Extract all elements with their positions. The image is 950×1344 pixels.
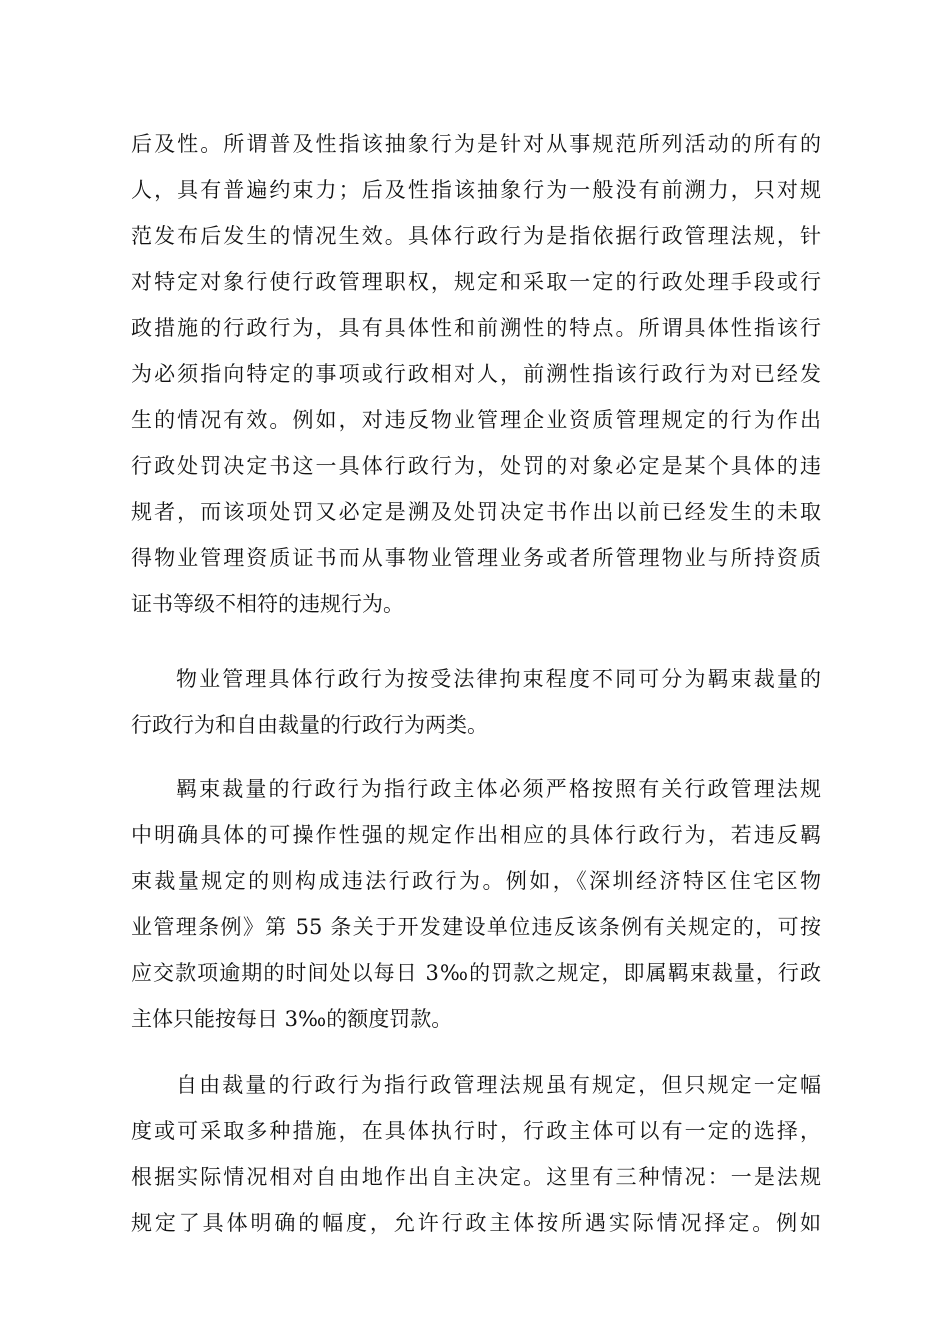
text-line: 范发布后发生的情况生效。具体行政行为是指依据行政管理法规，针 bbox=[131, 224, 821, 248]
text-line: 人，具有普遍约束力；后及性指该抽象行为一般没有前溯力，只对规 bbox=[131, 178, 821, 202]
paragraph-first-line: 物业管理具体行政行为按受法律拘束程度不同可分为羁束裁量的 bbox=[176, 667, 821, 691]
text-line: 应交款项逾期的时间处以每日 3‰的罚款之规定，即属羁束裁量，行政 bbox=[131, 961, 821, 985]
text-line: 业管理条例》第 55 条关于开发建设单位违反该条例有关规定的，可按 bbox=[131, 915, 821, 939]
text-line: 规者，而该项处罚又必定是溯及处罚决定书作出以前已经发生的未取 bbox=[131, 500, 821, 524]
text-line: 根据实际情况相对自由地作出自主决定。这里有三种情况：一是法规 bbox=[131, 1165, 821, 1189]
text-line: 生的情况有效。例如，对违反物业管理企业资质管理规定的行为作出 bbox=[131, 408, 821, 432]
text-line: 证书等级不相符的违规行为。 bbox=[131, 592, 404, 616]
paragraph-first-line: 自由裁量的行政行为指行政管理法规虽有规定，但只规定一定幅 bbox=[176, 1073, 821, 1097]
text-line: 行政处罚决定书这一具体行政行为，处罚的对象必定是某个具体的违 bbox=[131, 454, 821, 478]
text-line: 为必须指向特定的事项或行政相对人，前溯性指该行政行为对已经发 bbox=[131, 362, 821, 386]
text-line: 度或可采取多种措施，在具体执行时，行政主体可以有一定的选择， bbox=[131, 1119, 821, 1143]
text-line: 规定了具体明确的幅度，允许行政主体按所遇实际情况择定。例如 bbox=[131, 1211, 821, 1235]
text-line: 得物业管理资质证书而从事物业管理业务或者所管理物业与所持资质 bbox=[131, 546, 821, 570]
text-line: 后及性。所谓普及性指该抽象行为是针对从事规范所列活动的所有的 bbox=[131, 132, 821, 156]
text-line: 政措施的行政行为，具有具体性和前溯性的特点。所谓具体性指该行 bbox=[131, 316, 821, 340]
paragraph-first-line: 羁束裁量的行政行为指行政主体必须严格按照有关行政管理法规 bbox=[176, 777, 821, 801]
text-line: 对特定对象行使行政管理职权，规定和采取一定的行政处理手段或行 bbox=[131, 270, 821, 294]
text-line: 行政行为和自由裁量的行政行为两类。 bbox=[131, 713, 488, 737]
text-line: 束裁量规定的则构成违法行政行为。例如，《深圳经济特区住宅区物 bbox=[131, 869, 821, 893]
text-line: 中明确具体的可操作性强的规定作出相应的具体行政行为，若违反羁 bbox=[131, 823, 821, 847]
text-line: 主体只能按每日 3‰的额度罚款。 bbox=[131, 1007, 453, 1031]
